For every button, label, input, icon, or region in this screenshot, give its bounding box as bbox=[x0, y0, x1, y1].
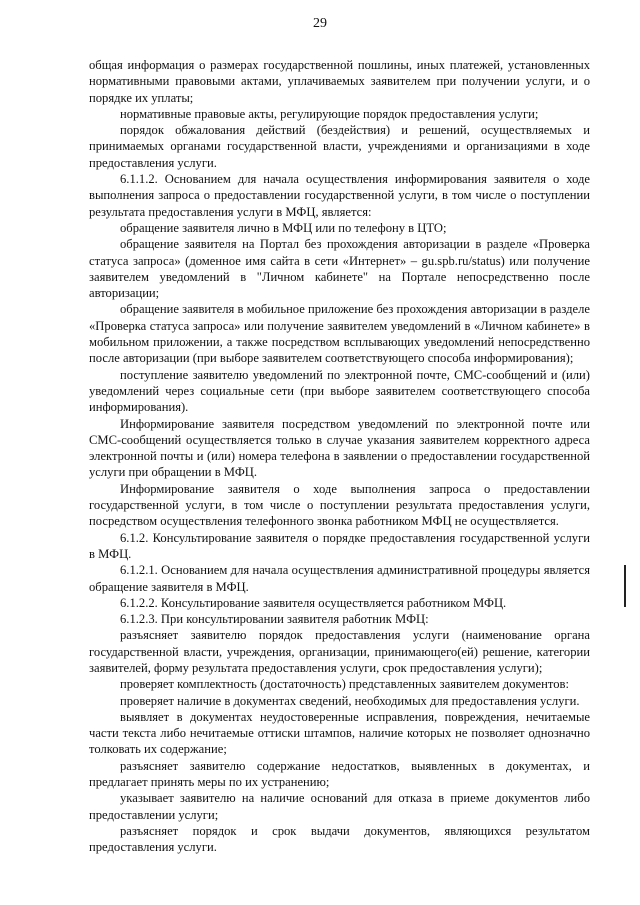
paragraph-legal-acts: нормативные правовые акты, регулирующие порядок предоставления услуги; bbox=[120, 106, 539, 121]
paragraph-issuance: разъясняет порядок и срок выдачи документов, являющихся результатом предоставления услуги. bbox=[89, 823, 590, 855]
paragraph-portal: обращение заявителя на Портал без прохождения авторизации в разделе «Проверка статуса запроса» (доменное имя сайта в сети «Интернет» – gu.spb.ru/status) или получение заявителем уведомлений в "Личном кабинете" на Портале непосредственно после авторизации; bbox=[89, 237, 590, 301]
paragraph-detects-defects: выявляет в документах неудостоверенные исправления, повреждения, нечитаемые части текста либо нечитаемые оттиски штампов, наличие которых не позволяет однозначно толковать их содержание; bbox=[89, 709, 590, 757]
paragraph-no-phone-calls: Информирование заявителя о ходе выполнения запроса о предоставлении государственной услуги, в том числе о поступлении результата предоставления услуги, посредством осуществления телефонного звонка работником МФЦ не осуществляется. bbox=[89, 481, 590, 529]
paragraph-notification-conditions: Информирование заявителя посредством уведомлений по электронной почте или СМС-сообщений осуществляется только в случае указания заявителем корректного адреса электронной почты и (или) номера телефона в заявлении о предоставлении государственной услуги при обращении в МФЦ. bbox=[89, 416, 590, 480]
paragraph-checks-completeness: проверяет комплектность (достаточность) представленных заявителем документов: bbox=[120, 677, 569, 692]
paragraph-6-1-1-2: 6.1.1.2. Основанием для начала осуществления информирования заявителя о ходе выполнения запроса о предоставлении государственной услуги, в том числе о поступлении результата предоставления услуги в МФЦ, является: bbox=[89, 172, 590, 219]
paragraph-6-1-2-3: 6.1.2.3. При консультировании заявителя работник МФЦ: bbox=[120, 612, 429, 627]
paragraph-appeal-procedure: порядок обжалования действий (бездействия) и решений, осуществляемых и принимаемых органами государственной власти, учреждениями и организациями в ходе предоставления услуги. bbox=[89, 123, 590, 170]
paragraph-email-sms: поступление заявителю уведомлений по электронной почте, СМС-сообщений и (или) уведомлений через социальные сети (при выборе заявителем соответствующего способа информирования). bbox=[89, 367, 590, 415]
paragraph-in-person: обращение заявителя лично в МФЦ или по телефону в ЦТО; bbox=[120, 220, 447, 235]
paragraph-checks-information: проверяет наличие в документах сведений, необходимых для предоставления услуги. bbox=[120, 693, 580, 708]
paragraph-6-1-2-1: 6.1.2.1. Основанием для начала осуществления административной процедуры является обращение заявителя в МФЦ. bbox=[89, 563, 590, 594]
paragraph-explains-defects: разъясняет заявителю содержание недостатков, выявленных в документах, и предлагает принять меры по их устранению; bbox=[89, 758, 590, 790]
paragraph-mobile-app: обращение заявителя в мобильное приложение без прохождения авторизации в разделе «Проверка статуса запроса» или получение заявителем уведомлений в «Личном кабинете» в мобильном приложении, а также посредством всплывающих уведомлений непосредственно после авторизации (при выборе заявителем соответствующего способа информирования); bbox=[89, 302, 590, 366]
margin-mark bbox=[624, 565, 626, 607]
page-number: 29 bbox=[313, 16, 327, 31]
paragraph-fee-info: общая информация о размерах государственной пошлины, иных платежей, установленных нормативными правовыми актами, уплачиваемых заявителем при получении услуги, и о порядке их уплаты; bbox=[89, 58, 590, 105]
paragraph-6-1-2: 6.1.2. Консультирование заявителя о порядке предоставления государственной услуги в МФЦ. bbox=[89, 530, 590, 561]
paragraph-refusal-grounds: указывает заявителю на наличие оснований для отказа в приеме документов либо предоставлении услуги; bbox=[89, 791, 590, 822]
paragraph-6-1-2-2: 6.1.2.2. Консультирование заявителя осуществляется работником МФЦ. bbox=[120, 595, 507, 610]
paragraph-explains-procedure: разъясняет заявителю порядок предоставления услуги (наименование органа государственной власти, учреждения, организации, принимающего(ей) решение, категории заявителей, форму результата предоставления услуги, срок предоставления услуги); bbox=[89, 628, 590, 675]
document-body bbox=[89, 57, 590, 856]
